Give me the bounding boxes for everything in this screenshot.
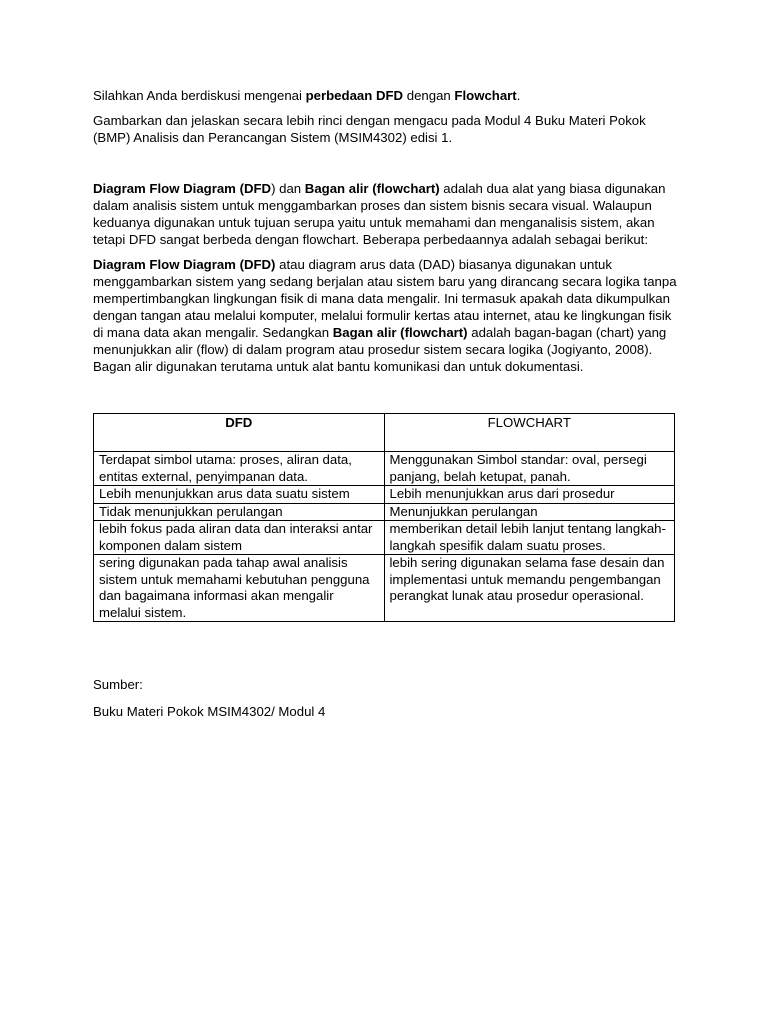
comparison-table xyxy=(93,413,675,622)
table-cell-dfd: lebih fokus pada aliran data dan interaksi antar komponen dalam sistem xyxy=(94,521,385,555)
term-dfd: Diagram Flow Diagram (DFD xyxy=(93,181,272,196)
definition-term-flowchart: Bagan alir (flowchart) xyxy=(332,325,468,340)
table-row xyxy=(94,452,675,486)
table-cell-flowchart: memberikan detail lebih lanjut tentang langkah-langkah spesifik dalam suatu proses. xyxy=(384,521,675,555)
instruction-paragraph: Gambarkan dan jelaskan secara lebih rinci dengan mengacu pada Modul 4 Buku Materi Pokok (BMP) Analisis dan Perancangan Sistem (MSIM4302) edisi 1. xyxy=(93,113,646,145)
table-cell-dfd: Lebih menunjukkan arus data suatu sistem xyxy=(94,486,385,504)
table-cell-flowchart: Menggunakan Simbol standar: oval, persegi panjang, belah ketupat, panah. xyxy=(384,452,675,486)
intro-text-2: adalah dua alat yang biasa digunakan dalam analisis sistem untuk menggambarkan proses dan sistem bisnis secara visual. Walaupun keduanya digunakan untuk tujuan serupa yaitu untuk memahami dan menganalisis sistem, akan tetapi DFD sangat berbeda dengan flowchart. Beberapa perbedaannya adalah sebagai berikut: xyxy=(93,181,666,247)
table-cell-dfd: sering digunakan pada tahap awal analisis sistem untuk memahami kebutuhan pengguna dan bagaimana informasi akan mengalir melalui sistem. xyxy=(94,555,385,622)
table-cell-flowchart: Lebih menunjukkan arus dari prosedur xyxy=(384,486,675,504)
table-row xyxy=(94,521,675,555)
definition-paragraph xyxy=(93,256,683,375)
table-header-row xyxy=(94,414,675,452)
header-flowchart: FLOWCHART xyxy=(384,414,675,452)
table-row xyxy=(94,555,675,622)
intro-paragraph xyxy=(93,180,683,248)
definition-text-2: adalah bagan-bagan (chart) yang menunjukkan alir (flow) di dalam program atau prosedur sistem secara logika (Jogiyanto, 2008). Bagan alir digunakan terutama untuk alat bantu komunikasi dan untuk dokumentasi. xyxy=(93,325,667,374)
table-row xyxy=(94,503,675,521)
source-reference: Buku Materi Pokok MSIM4302/ Modul 4 xyxy=(93,704,326,719)
prompt-text-end: . xyxy=(516,88,521,103)
header-dfd: DFD xyxy=(94,414,385,452)
prompt-bold-dfd: perbedaan DFD xyxy=(305,88,404,103)
definition-term-dfd: Diagram Flow Diagram (DFD) xyxy=(93,257,276,272)
table-row xyxy=(94,486,675,504)
prompt-bold-flowchart: Flowchart xyxy=(454,88,517,103)
intro-text-1: ) dan xyxy=(271,181,305,196)
term-flowchart: Bagan alir (flowchart) xyxy=(304,181,440,196)
table-cell-dfd: Tidak menunjukkan perulangan xyxy=(94,503,385,521)
prompt-text-mid: dengan xyxy=(403,88,455,103)
definition-text-1: atau diagram arus data (DAD) biasanya digunakan untuk menggambarkan sistem yang sedang berjalan atau sistem baru yang dirancang secara logika tanpa mempertimbangkan lingkungan fisik di mana data mengalir. Ini termasuk apakah data dikumpulkan dengan tangan atau melalui komputer, melalui formulir kertas atau internet, atau ke lingkungan fisik di mana data akan mengalir. Sedangkan xyxy=(93,257,677,340)
source-label: Sumber: xyxy=(93,677,143,692)
table-cell-flowchart: Menunjukkan perulangan xyxy=(384,503,675,521)
table-cell-dfd: Terdapat simbol utama: proses, aliran data, entitas external, penyimpanan data. xyxy=(94,452,385,486)
prompt-text: Silahkan Anda berdiskusi mengenai xyxy=(93,88,306,103)
table-cell-flowchart: lebih sering digunakan selama fase desain dan implementasi untuk memandu pengembangan perangkat lunak atau prosedur operasional. xyxy=(384,555,675,622)
discussion-prompt xyxy=(93,87,683,104)
document-page xyxy=(93,87,683,720)
